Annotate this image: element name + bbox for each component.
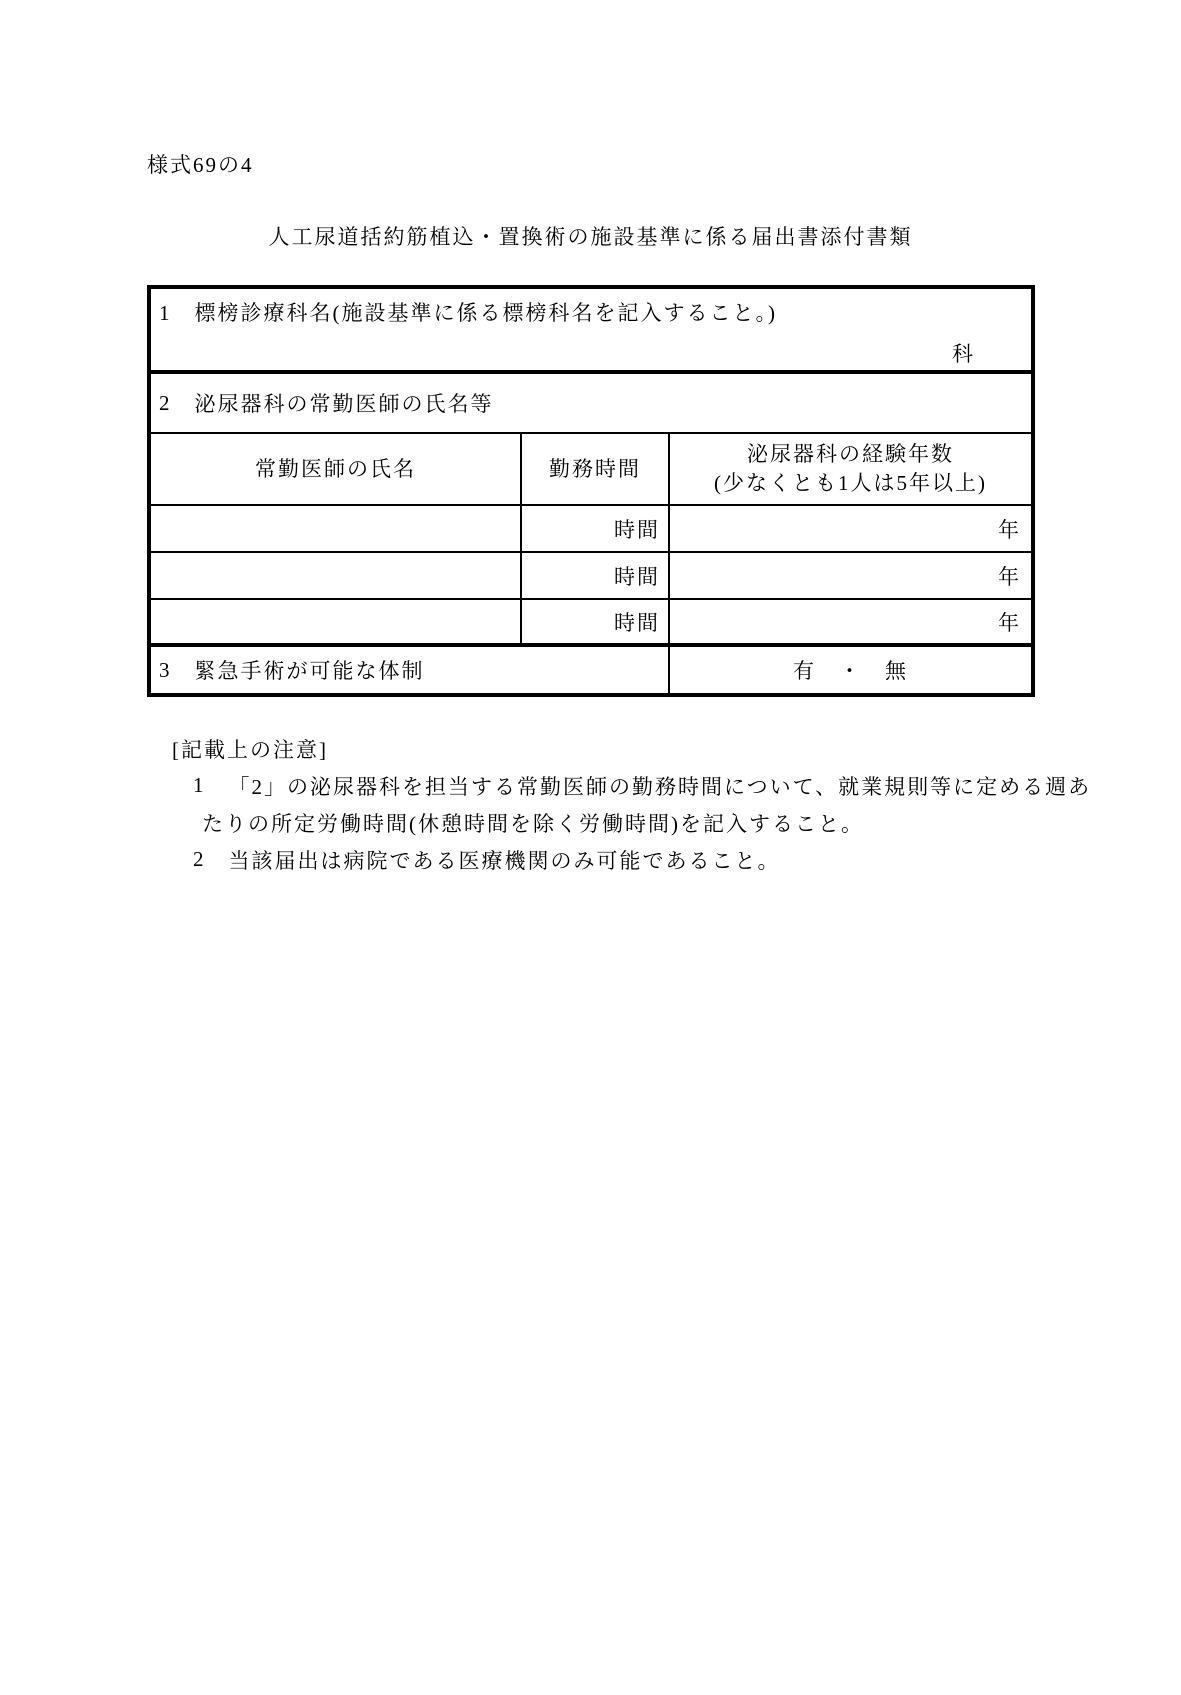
notes-header-label: [記載上の注意] <box>172 737 328 762</box>
hours-unit-label: 時間 <box>614 517 660 542</box>
hours-unit-label: 時間 <box>614 610 660 635</box>
note-item-1-number: 1 <box>193 773 206 797</box>
notes-section <box>172 730 1091 878</box>
physician-row-1-hours-cell <box>522 506 670 551</box>
row-emergency-options-cell <box>670 647 1031 693</box>
years-unit-label: 年 <box>998 564 1021 589</box>
column-header-row <box>151 434 1031 506</box>
physician-row-2-hours-cell <box>522 553 670 598</box>
note-item-1-line2: たりの所定労働時間(休憩時間を除く労働時間)を記入すること。 <box>202 811 864 836</box>
physician-row-2-name-cell <box>151 553 522 598</box>
note-item-2-line1: 当該届出は病院である医療機関のみ可能であること。 <box>228 848 781 873</box>
note-item-2 <box>193 841 1091 878</box>
row-department-label: 標榜診療科名(施設基準に係る標榜科名を記入すること。) <box>194 301 777 325</box>
row-physicians-label: 泌尿器科の常勤医師の氏名等 <box>194 392 494 416</box>
hours-unit-label: 時間 <box>614 564 660 589</box>
row-emergency <box>151 647 1031 693</box>
column-header-experience-line1: 泌尿器科の経験年数 <box>747 442 954 466</box>
column-header-experience-line2: (少なくとも1人は5年以上) <box>714 471 987 495</box>
physician-row-1-name-cell <box>151 506 522 551</box>
physician-row-2-years-cell <box>670 553 1031 598</box>
years-unit-label: 年 <box>998 517 1021 542</box>
physician-row-1-years-cell <box>670 506 1031 551</box>
column-header-experience <box>670 434 1031 504</box>
column-header-name <box>151 434 522 504</box>
form-code: 様式69の4 <box>147 153 254 177</box>
physician-row-3-years-cell <box>670 600 1031 643</box>
note-item-2-number: 2 <box>193 847 206 871</box>
row-department-number: 1 <box>159 301 172 325</box>
column-header-hours-label: 勤務時間 <box>549 456 641 481</box>
row-department-label-line <box>151 289 1031 327</box>
emergency-options-label: 有 ・ 無 <box>793 659 908 683</box>
note-item-1 <box>193 767 1091 804</box>
notes-header <box>172 730 1091 767</box>
physician-row-3-hours-cell <box>522 600 670 643</box>
row-physicians-number: 2 <box>159 390 172 415</box>
page-title: 人工尿道括約筋植込・置換術の施設基準に係る届出書添付書類 <box>268 225 913 249</box>
column-header-name-label: 常勤医師の氏名 <box>255 456 416 481</box>
physician-row-1 <box>151 506 1031 553</box>
main-table <box>147 285 1035 697</box>
physician-row-3 <box>151 600 1031 647</box>
row-department <box>151 289 1031 374</box>
row-emergency-number: 3 <box>159 657 172 682</box>
department-unit-label: 科 <box>952 342 975 366</box>
row-emergency-label-cell <box>151 647 670 693</box>
years-unit-label: 年 <box>998 610 1021 635</box>
note-item-1-continuation <box>202 804 1091 841</box>
row-emergency-label: 緊急手術が可能な体制 <box>194 659 425 683</box>
physician-row-3-name-cell <box>151 600 522 643</box>
physician-row-2 <box>151 553 1031 600</box>
row-physicians-header <box>151 374 1031 434</box>
note-item-1-line1: 「2」の泌尿器科を担当する常勤医師の勤務時間について、就業規則等に定める週あ <box>228 774 1092 799</box>
column-header-hours <box>522 434 670 504</box>
